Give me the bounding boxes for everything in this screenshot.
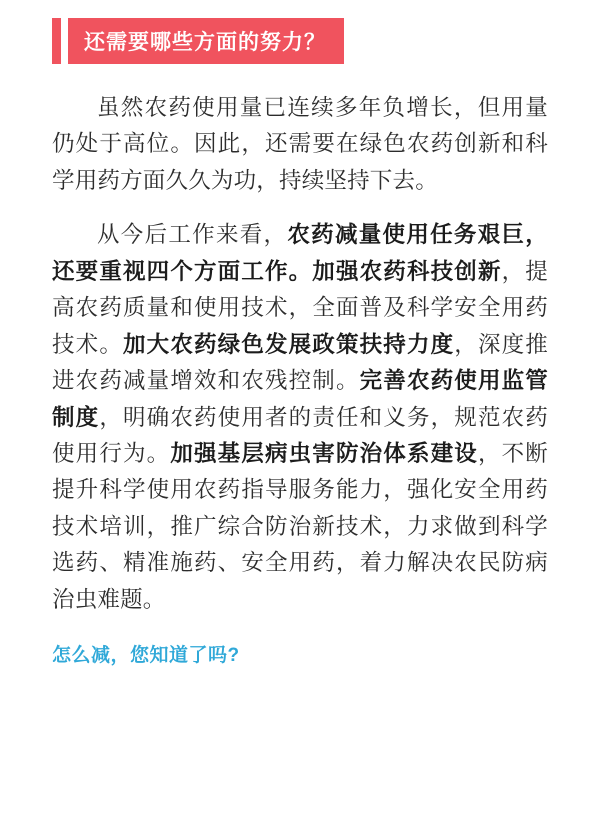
emphasis-run: 完善农药使用监管制度 (52, 368, 548, 430)
emphasis-run: 农药减量使用任务艰巨，还要重视四个方面工作。加强农药科技创新 (52, 222, 548, 284)
text-run: ，深度推进农药减量增效和农残控制。 (52, 331, 548, 394)
paragraph-2 (52, 217, 548, 618)
header-accent-bar (52, 18, 61, 64)
text-run: 从今后工作来看， (97, 222, 288, 248)
text-run: ，提高农药质量和使用技术，全面普及科学安全用药技术。 (52, 258, 548, 357)
article-body (52, 90, 548, 618)
section-header (52, 18, 548, 64)
emphasis-run: 加大农药绿色发展政策扶持力度 (123, 331, 455, 357)
closing-question: 怎么减，您知道了吗? (52, 645, 240, 667)
text-run: ，明确农药使用者的责任和义务，规范农药使用行为。 (52, 404, 548, 466)
text-run: ，不断提升科学使用农药指导服务能力，强化安全用药技术培训，推广综合防治新技术，力求做到科学选药、精准施药、安全用药，着力解决农民防病治虫难题。 (52, 440, 548, 612)
text-run: 虽然农药使用量已连续多年负增长，但用量仍处于高位。因此，还需要在绿色农药创新和科学用药方面久久为功，持续坚持下去。 (52, 95, 548, 193)
document-page (0, 18, 600, 839)
paragraph-1 (52, 90, 548, 199)
emphasis-run: 加强基层病虫害防治体系建设 (170, 440, 478, 466)
header-title: 还需要哪些方面的努力？ (68, 18, 344, 64)
